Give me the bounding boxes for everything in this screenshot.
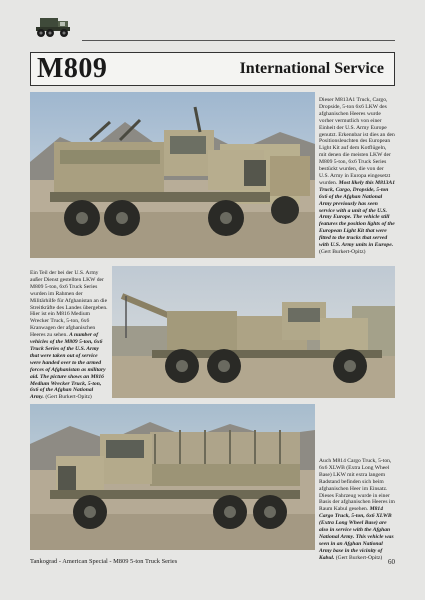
caption-photo-1-english: Most likely this M813A1 Truck, Cargo, Dropside, 5-ton 6x6 of the Afghan National Army previously has seen service with a unit of the U.S. Army Europe. The vehicle still features the position lights of the European Light Kit that were fitted to the trucks that served with U.S. Army units in Europe.: [319, 179, 396, 249]
caption-photo-2-german: Ein Teil der bei der U.S. Army außer Dienst gestellten LKW der M809 5-ton, 6x6 Truck Series wurden im Rahmen der Militärhilfe für Afghanistan an die Streitkräfte des Landes übergeben. Hier ist ein M816 Medium Wrecker Truck, 5-ton, 6x6 Kranwagen der afghanischen Heeres zu sehen.: [30, 270, 108, 339]
page-number: 60: [388, 558, 395, 566]
caption-photo-3-german: Auch M814 Cargo Truck, 5-ton, 6x6 XLWB (Extra Long Wheel Base) LKW mit extra langem Radstand befinden sich beim afghanischen Heer im Einsatz. Dieses Fahrzeug wurde in einer Basis der afghanischen Heeres im Raum Kabul gesehen.: [319, 458, 395, 513]
header-rule: [82, 40, 395, 41]
photo-medium-wrecker-truck: [112, 266, 395, 398]
truck-logo-icon: [30, 12, 74, 38]
caption-photo-1-credit: (Gert Burkert-Opitz): [319, 248, 366, 255]
caption-photo-2-english: A number of vehicles of the M809 5-ton, 6x6 Truck Series of the U.S. Army that were taken out of service were handed over to the armed forces of Afghanistan as military aid. The picture shows an M816 Medium Wrecker Truck, 5-ton, 6x6 of the Afghan National Army.: [30, 332, 106, 401]
section-title: International Service: [239, 60, 384, 77]
caption-photo-1-german: Dieser M813A1 Truck, Cargo, Dropside, 5-ton 6x6 LKW des afghanischen Heeres wurde vorher vermutlich von einer Einheit der U.S. Army Europe genutzt. Erkennbar ist dies an den Positionsleuchten des European Light Kit auf dem Kotflügeln, mit denen die meisten LKW der M809 5-ton, 6x6 Truck Series bestückt wurden, die von der U.S. Army in Europa eingesetzt wurden.: [319, 97, 395, 186]
photo-cargo-dropside-truck: [30, 92, 315, 258]
model-title: M809: [37, 53, 108, 84]
caption-photo-3-english: M814 Cargo Truck, 5-ton, 6x6 XLWB (Extra Long Wheel Base) are also in service with the Afghan National Army. This vehicle was seen in an Afghan National Army base in the vicinity of Kabul.: [319, 506, 394, 561]
title-box: [30, 52, 395, 86]
footer-series-title: Tankograd - American Special - M809 5-ton Truck Series: [30, 558, 178, 565]
caption-photo-3: [319, 458, 395, 562]
photo-xlwb-cargo-truck: [30, 404, 315, 550]
caption-photo-2: [30, 270, 108, 401]
caption-photo-1: [319, 97, 395, 256]
caption-photo-3-credit: (Gert Burkert-Opitz): [335, 554, 383, 561]
caption-photo-2-credit: (Gert Burkert-Opitz): [45, 394, 92, 401]
